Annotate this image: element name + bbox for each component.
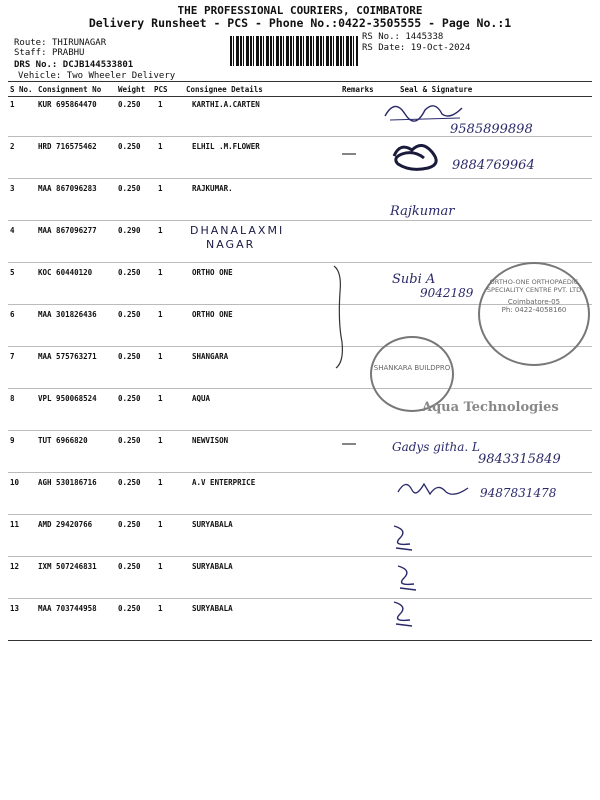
staff-line (14, 48, 84, 58)
signature-11 (388, 520, 418, 554)
ortho-one-seal (478, 262, 590, 366)
row-consignee: SURYABALA (192, 520, 233, 529)
staff-label: Staff: (14, 48, 47, 58)
row-separator (8, 220, 592, 221)
row-separator (8, 514, 592, 515)
route-label: Route: (14, 38, 47, 48)
row-pcs: 1 (158, 478, 163, 487)
signature-3: Rajkumar (390, 204, 455, 219)
runsheet-subtitle: Delivery Runsheet - PCS - Phone No.:0422-3505555 - Page No.:1 (88, 16, 512, 30)
col-consignment: Consignment No (38, 85, 102, 94)
vehicle-line (18, 71, 175, 81)
phone-handwritten-5: 9042189 (420, 286, 474, 300)
row-sno: 1 (10, 100, 15, 109)
col-signature: Seal & Signature (400, 85, 473, 94)
row-sno: 3 (10, 184, 15, 193)
row-weight: 0.250 (118, 604, 141, 613)
row-consignee: ORTHO ONE (192, 310, 233, 319)
row-separator (8, 262, 592, 263)
row-weight: 0.250 (118, 100, 141, 109)
row-sno: 7 (10, 352, 15, 361)
row-consignment-no: MAA 575763271 (38, 352, 97, 361)
ortho-seal-city: Coimbatore-05 (507, 298, 561, 306)
col-pcs: PCS (154, 85, 168, 94)
vehicle-value: Two Wheeler Delivery (66, 71, 176, 81)
row-consignee: NEWVISON (192, 436, 229, 445)
rs-no-value: 1445338 (405, 32, 444, 42)
row-consignee: KARTHI.A.CARTEN (192, 100, 260, 109)
remark-dash-2 (340, 150, 360, 158)
row-consignee: SURYABALA (192, 604, 233, 613)
row-sno: 11 (10, 520, 20, 529)
row-pcs: 1 (158, 100, 163, 109)
route-value: THIRUNAGAR (51, 38, 107, 48)
row-pcs: 1 (158, 562, 163, 571)
handwritten-address-line2: NAGAR (206, 238, 256, 251)
row-pcs: 1 (158, 352, 163, 361)
row-separator (8, 430, 592, 431)
company-title: THE PROFESSIONAL COURIERS, COIMBATORE (177, 4, 423, 17)
col-consignee: Consignee Details (186, 85, 263, 94)
phone-handwritten-2: 9884769964 (452, 158, 535, 173)
row-pcs: 1 (158, 520, 163, 529)
drs-value: DCJB144533801 (62, 60, 134, 70)
row-consignment-no: MAA 867096283 (38, 184, 97, 193)
row-weight: 0.250 (118, 436, 141, 445)
drs-line (14, 60, 133, 70)
row-weight: 0.250 (118, 562, 141, 571)
row-consignee: A.V ENTERPRICE (192, 478, 256, 487)
signature-5: Subi A (392, 272, 436, 287)
row-weight: 0.250 (118, 310, 141, 319)
row-sno: 5 (10, 268, 15, 277)
rs-date-label: RS Date: (362, 43, 406, 53)
phone-handwritten-10: 9487831478 (480, 486, 557, 500)
signature-9: Gadys githa. L (392, 440, 480, 454)
col-weight: Weight (118, 85, 146, 94)
row-consignment-no: HRD 716575462 (38, 142, 97, 151)
row-weight: 0.250 (118, 352, 141, 361)
row-consignee: SHANGARA (192, 352, 229, 361)
row-weight: 0.250 (118, 142, 141, 151)
row-pcs: 1 (158, 394, 163, 403)
row-consignment-no: VPL 950068524 (38, 394, 97, 403)
aqua-seal: Aqua Technologies (422, 400, 559, 415)
signature-13 (388, 596, 418, 630)
ortho-seal-phone: Ph: 0422-4058160 (501, 306, 567, 314)
rs-date-value: 19-Oct-2024 (410, 43, 471, 53)
row-consignment-no: MAA 703744958 (38, 604, 97, 613)
col-sno: S No. (10, 85, 33, 94)
row-pcs: 1 (158, 142, 163, 151)
row-consignee: ORTHO ONE (192, 268, 233, 277)
rs-no-label: RS No.: (362, 32, 400, 42)
row-consignment-no: TUT 6966820 (38, 436, 88, 445)
rs-no-line (362, 32, 443, 42)
col-remarks: Remarks (342, 85, 374, 94)
row-separator (8, 178, 592, 179)
row-consignment-no: KUR 695864470 (38, 100, 97, 109)
barcode (230, 36, 358, 66)
row-consignment-no: KOC 60440120 (38, 268, 93, 277)
row-consignment-no: IXM 507246831 (38, 562, 97, 571)
row-pcs: 1 (158, 310, 163, 319)
signature-10 (394, 476, 474, 500)
row-sno: 13 (10, 604, 20, 613)
remark-dash-9 (340, 440, 360, 448)
vehicle-label: Vehicle: (18, 71, 62, 81)
row-pcs: 1 (158, 268, 163, 277)
row-pcs: 1 (158, 226, 163, 235)
phone-handwritten-9: 9843315849 (478, 452, 561, 467)
rs-date-line (362, 43, 470, 53)
row-pcs: 1 (158, 436, 163, 445)
row-sno: 12 (10, 562, 20, 571)
table-bottom-rule (8, 640, 592, 641)
row-weight: 0.290 (118, 226, 141, 235)
row-consignment-no: MAA 301826436 (38, 310, 97, 319)
row-consignee: AQUA (192, 394, 211, 403)
row-sno: 9 (10, 436, 15, 445)
handwritten-address-line1: DHANALAXMI (190, 224, 285, 237)
row-weight: 0.250 (118, 184, 141, 193)
row-weight: 0.250 (118, 268, 141, 277)
row-sno: 2 (10, 142, 15, 151)
table-header-rule (8, 96, 592, 97)
phone-handwritten-1: 9585899898 (450, 122, 533, 137)
row-consignee: RAJKUMAR. (192, 184, 233, 193)
row-weight: 0.250 (118, 520, 141, 529)
signature-2 (388, 138, 448, 174)
row-separator (8, 472, 592, 473)
row-separator (8, 598, 592, 599)
row-consignee: ELHIL .M.FLOWER (192, 142, 260, 151)
row-sno: 6 (10, 310, 15, 319)
staff-value: PRABHU (51, 48, 85, 58)
row-consignee: SURYABALA (192, 562, 233, 571)
row-sno: 10 (10, 478, 20, 487)
row-pcs: 1 (158, 604, 163, 613)
row-separator (8, 556, 592, 557)
route-line (14, 38, 106, 48)
row-consignment-no: MAA 867096277 (38, 226, 97, 235)
row-sno: 8 (10, 394, 15, 403)
row-consignment-no: AMD 29420766 (38, 520, 93, 529)
signature-12 (392, 560, 422, 594)
shankara-seal-name: SHANKARA BUILDPRO (373, 364, 451, 372)
row-weight: 0.250 (118, 394, 141, 403)
ortho-seal-name: ORTHO-ONE ORTHOPAEDIC SPECIALITY CENTRE PVT. LTD (486, 278, 582, 294)
row-sno: 4 (10, 226, 15, 235)
row-consignment-no: AGH 530186716 (38, 478, 97, 487)
remark-bracket (328, 262, 356, 372)
drs-label: DRS No.: (14, 60, 58, 70)
row-separator (8, 388, 592, 389)
row-pcs: 1 (158, 184, 163, 193)
table-top-rule (8, 81, 592, 82)
row-weight: 0.250 (118, 478, 141, 487)
